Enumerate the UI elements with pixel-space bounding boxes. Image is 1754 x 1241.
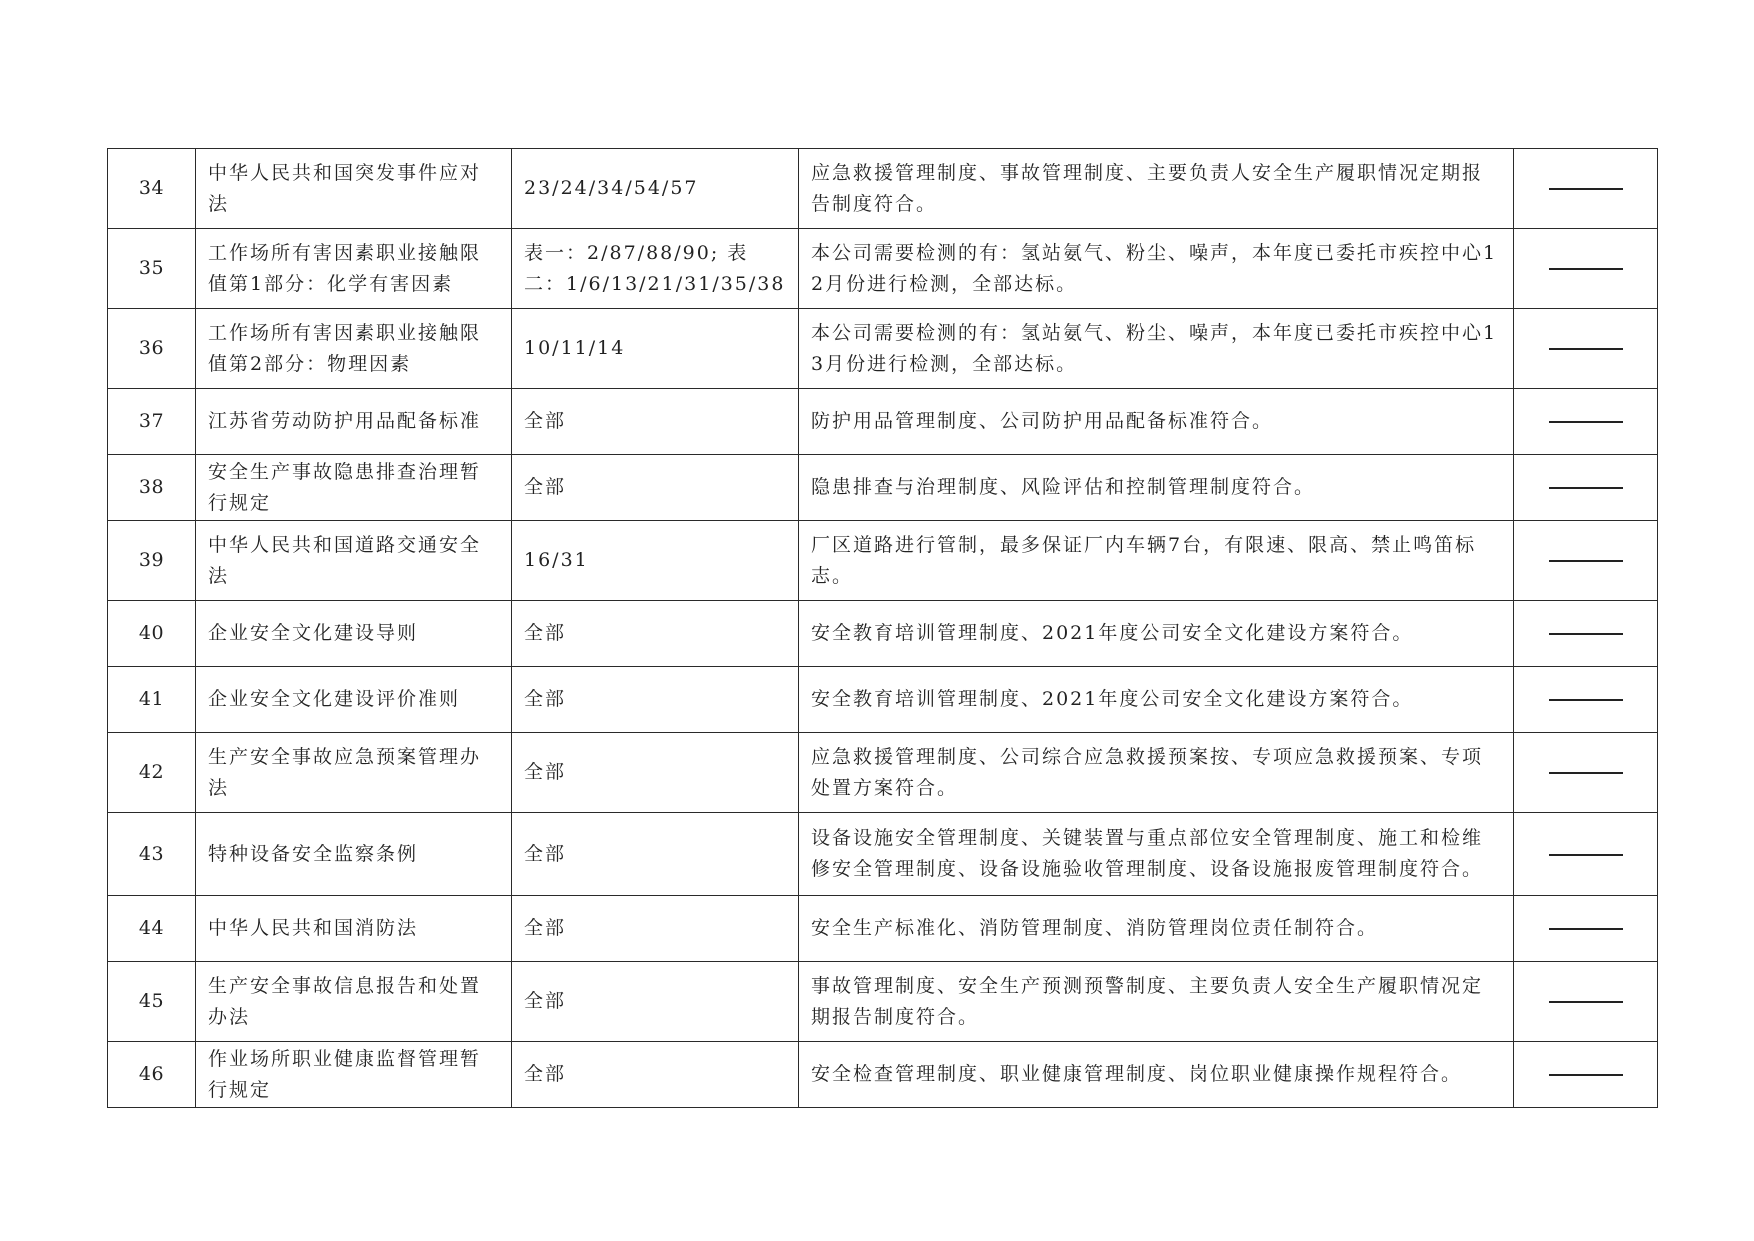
applicable-clauses: 全部 bbox=[512, 389, 799, 455]
regulation-name: 工作场所有害因素职业接触限值第1部分：化学有害因素 bbox=[196, 229, 512, 309]
table-row bbox=[108, 896, 1658, 962]
remark-cell bbox=[1514, 455, 1658, 521]
regulation-name: 生产安全事故应急预案管理办法 bbox=[196, 733, 512, 813]
regulation-name: 作业场所职业健康监督管理暂行规定 bbox=[196, 1042, 512, 1108]
row-number: 38 bbox=[108, 455, 196, 521]
compliance-status: 安全教育培训管理制度、2021年度公司安全文化建设方案符合。 bbox=[799, 667, 1514, 733]
compliance-status: 防护用品管理制度、公司防护用品配备标准符合。 bbox=[799, 389, 1514, 455]
regulation-name: 江苏省劳动防护用品配备标准 bbox=[196, 389, 512, 455]
compliance-status: 设备设施安全管理制度、关键装置与重点部位安全管理制度、施工和检维修安全管理制度、设备设施验收管理制度、设备设施报废管理制度符合。 bbox=[799, 813, 1514, 896]
dash-mark bbox=[1549, 1074, 1623, 1076]
remark-cell bbox=[1514, 521, 1658, 601]
compliance-status: 应急救援管理制度、公司综合应急救援预案按、专项应急救援预案、专项处置方案符合。 bbox=[799, 733, 1514, 813]
row-number: 36 bbox=[108, 309, 196, 389]
applicable-clauses: 16/31 bbox=[512, 521, 799, 601]
table-row bbox=[108, 521, 1658, 601]
regulation-name: 中华人民共和国消防法 bbox=[196, 896, 512, 962]
compliance-status: 安全生产标准化、消防管理制度、消防管理岗位责任制符合。 bbox=[799, 896, 1514, 962]
compliance-status: 事故管理制度、安全生产预测预警制度、主要负责人安全生产履职情况定期报告制度符合。 bbox=[799, 962, 1514, 1042]
row-number: 41 bbox=[108, 667, 196, 733]
remark-cell bbox=[1514, 896, 1658, 962]
regulation-name: 特种设备安全监察条例 bbox=[196, 813, 512, 896]
applicable-clauses: 全部 bbox=[512, 813, 799, 896]
table-row bbox=[108, 455, 1658, 521]
dash-mark bbox=[1549, 854, 1623, 856]
table-row bbox=[108, 601, 1658, 667]
compliance-status: 安全教育培训管理制度、2021年度公司安全文化建设方案符合。 bbox=[799, 601, 1514, 667]
regulation-name: 工作场所有害因素职业接触限值第2部分：物理因素 bbox=[196, 309, 512, 389]
applicable-clauses: 全部 bbox=[512, 896, 799, 962]
regulation-name: 企业安全文化建设评价准则 bbox=[196, 667, 512, 733]
applicable-clauses: 全部 bbox=[512, 667, 799, 733]
applicable-clauses: 全部 bbox=[512, 733, 799, 813]
dash-mark bbox=[1549, 268, 1623, 270]
table-row bbox=[108, 733, 1658, 813]
row-number: 39 bbox=[108, 521, 196, 601]
regulation-name: 企业安全文化建设导则 bbox=[196, 601, 512, 667]
applicable-clauses: 表一：2/87/88/90; 表二：1/6/13/21/31/35/38 bbox=[512, 229, 799, 309]
table-row bbox=[108, 962, 1658, 1042]
regulation-compliance-table bbox=[107, 148, 1658, 1108]
remark-cell bbox=[1514, 1042, 1658, 1108]
compliance-status: 隐患排查与治理制度、风险评估和控制管理制度符合。 bbox=[799, 455, 1514, 521]
remark-cell bbox=[1514, 813, 1658, 896]
compliance-status: 安全检查管理制度、职业健康管理制度、岗位职业健康操作规程符合。 bbox=[799, 1042, 1514, 1108]
row-number: 44 bbox=[108, 896, 196, 962]
dash-mark bbox=[1549, 487, 1623, 489]
regulation-name: 生产安全事故信息报告和处置办法 bbox=[196, 962, 512, 1042]
remark-cell bbox=[1514, 601, 1658, 667]
table-row bbox=[108, 667, 1658, 733]
applicable-clauses: 全部 bbox=[512, 1042, 799, 1108]
remark-cell bbox=[1514, 733, 1658, 813]
remark-cell bbox=[1514, 667, 1658, 733]
remark-cell bbox=[1514, 309, 1658, 389]
applicable-clauses: 全部 bbox=[512, 601, 799, 667]
table-row bbox=[108, 309, 1658, 389]
dash-mark bbox=[1549, 560, 1623, 562]
row-number: 40 bbox=[108, 601, 196, 667]
table-row bbox=[108, 813, 1658, 896]
row-number: 35 bbox=[108, 229, 196, 309]
table-row bbox=[108, 229, 1658, 309]
table-row bbox=[108, 389, 1658, 455]
regulation-name: 中华人民共和国道路交通安全法 bbox=[196, 521, 512, 601]
row-number: 46 bbox=[108, 1042, 196, 1108]
compliance-status: 本公司需要检测的有：氢站氨气、粉尘、噪声，本年度已委托市疾控中心13月份进行检测，全部达标。 bbox=[799, 309, 1514, 389]
regulation-name: 中华人民共和国突发事件应对法 bbox=[196, 149, 512, 229]
dash-mark bbox=[1549, 1001, 1623, 1003]
dash-mark bbox=[1549, 633, 1623, 635]
compliance-status: 厂区道路进行管制，最多保证厂内车辆7台，有限速、限高、禁止鸣笛标志。 bbox=[799, 521, 1514, 601]
dash-mark bbox=[1549, 421, 1623, 423]
row-number: 45 bbox=[108, 962, 196, 1042]
remark-cell bbox=[1514, 962, 1658, 1042]
applicable-clauses: 23/24/34/54/57 bbox=[512, 149, 799, 229]
dash-mark bbox=[1549, 699, 1623, 701]
row-number: 34 bbox=[108, 149, 196, 229]
row-number: 43 bbox=[108, 813, 196, 896]
dash-mark bbox=[1549, 348, 1623, 350]
row-number: 37 bbox=[108, 389, 196, 455]
regulation-name: 安全生产事故隐患排查治理暂行规定 bbox=[196, 455, 512, 521]
compliance-status: 本公司需要检测的有：氢站氨气、粉尘、噪声，本年度已委托市疾控中心12月份进行检测，全部达标。 bbox=[799, 229, 1514, 309]
remark-cell bbox=[1514, 229, 1658, 309]
row-number: 42 bbox=[108, 733, 196, 813]
table-row bbox=[108, 1042, 1658, 1108]
remark-cell bbox=[1514, 149, 1658, 229]
applicable-clauses: 10/11/14 bbox=[512, 309, 799, 389]
remark-cell bbox=[1514, 389, 1658, 455]
dash-mark bbox=[1549, 772, 1623, 774]
table-row bbox=[108, 149, 1658, 229]
compliance-status: 应急救援管理制度、事故管理制度、主要负责人安全生产履职情况定期报告制度符合。 bbox=[799, 149, 1514, 229]
applicable-clauses: 全部 bbox=[512, 455, 799, 521]
applicable-clauses: 全部 bbox=[512, 962, 799, 1042]
dash-mark bbox=[1549, 188, 1623, 190]
dash-mark bbox=[1549, 928, 1623, 930]
